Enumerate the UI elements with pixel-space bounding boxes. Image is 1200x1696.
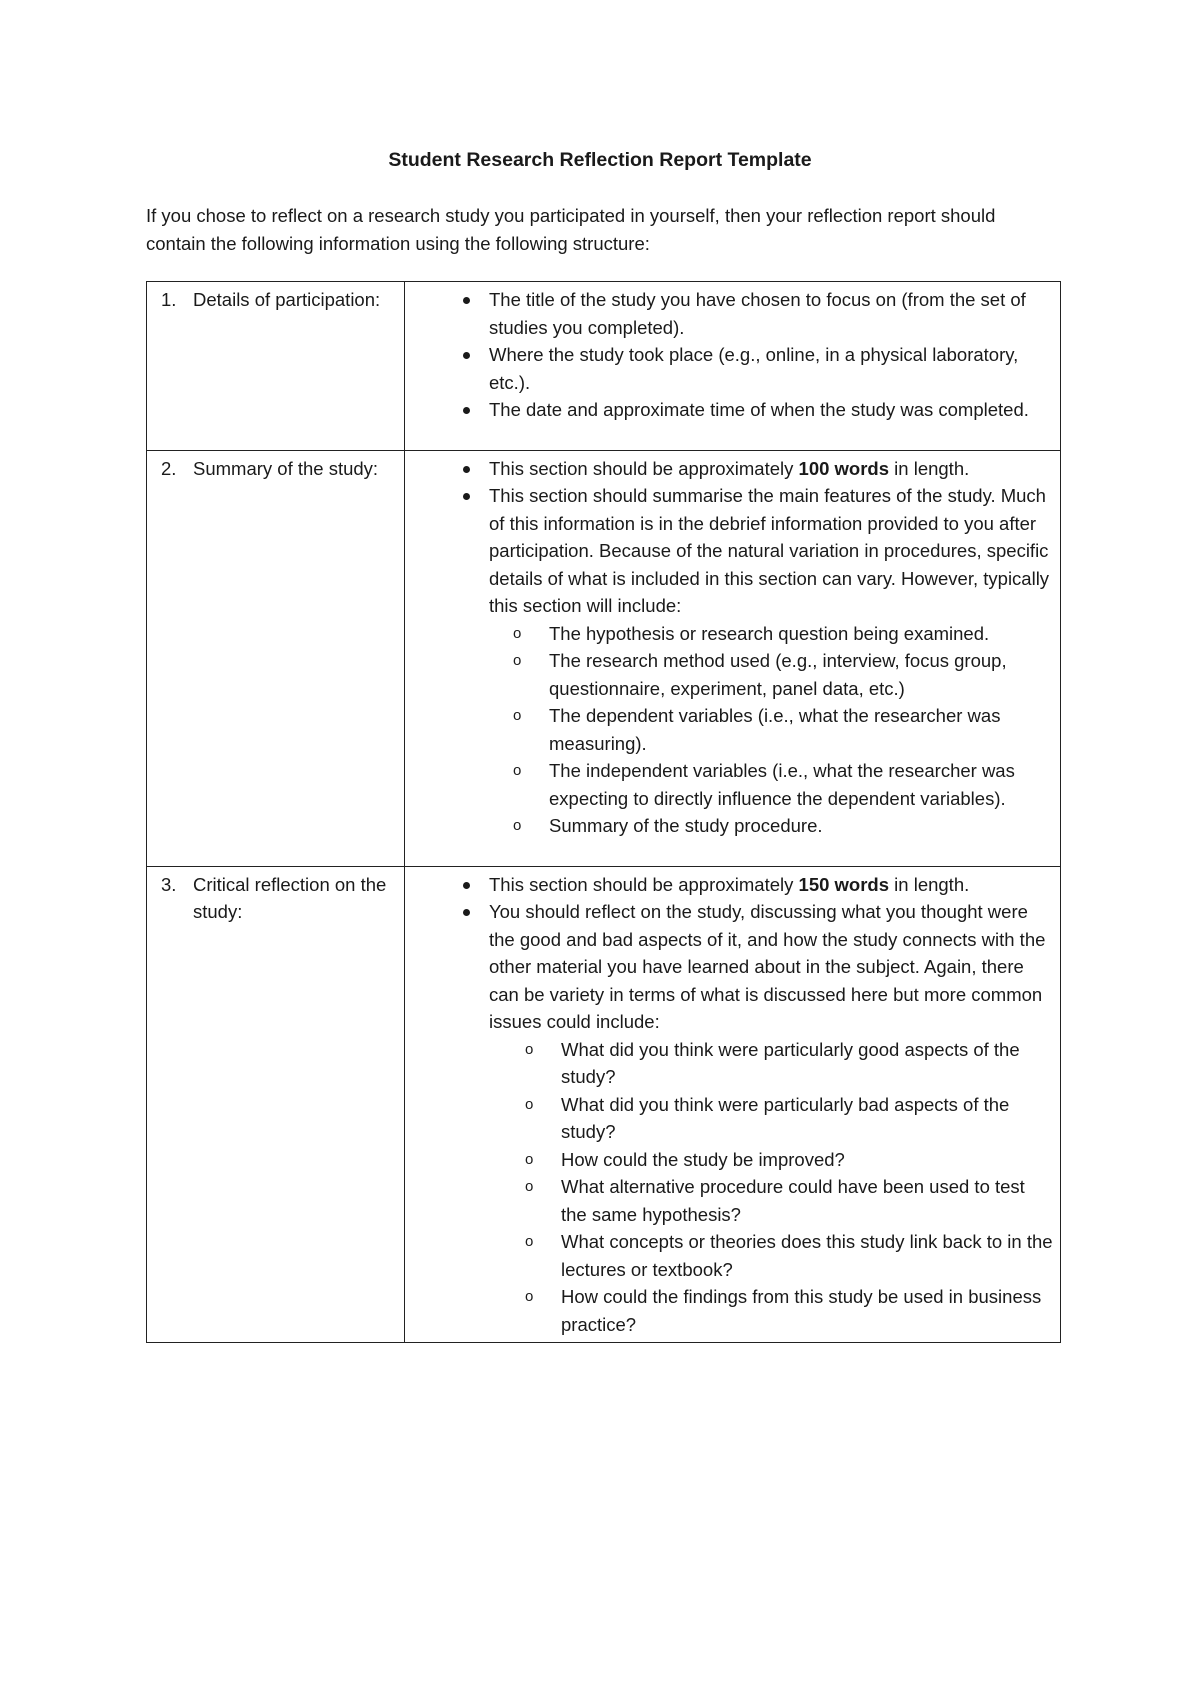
section-number: 2. — [161, 457, 177, 479]
sub-list-item: o What did you think were particularly bad aspects of the study? — [489, 1091, 1054, 1146]
list-item: You should reflect on the study, discussing what you thought were the good and bad aspects of it, and how the study connects with the other material you have learned about in the subject. Again, there can be variety in terms of what is discussed here but more common issues could include: o What did you think were particularly good aspects of the study? o What did you think were particularly bad aspects of the study? o How could the study be improved? o What alternative procedure could have been used to test the same hypothesis? o What concepts or theories does this study link back to in the lectures or textbook? o How could the findings from this study be used in business practice? — [411, 898, 1054, 1338]
section-label: Critical reflection on the study: — [193, 873, 387, 922]
sub-list-item: o The independent variables (i.e., what the researcher was expecting to directly influence the dependent variables). — [489, 757, 1054, 812]
bullet-icon — [463, 352, 470, 359]
bullet-icon — [463, 493, 470, 500]
sub-list-item: o The dependent variables (i.e., what the researcher was measuring). — [489, 702, 1054, 757]
list-item: This section should summarise the main features of the study. Much of this information is in the debrief information provided to you after participation. Because of the natural variation in procedures, specific details of what is included in this section can vary. However, typically this section will include: o The hypothesis or research question being examined. o The research method used (e.g., interview, focus group, questionnaire, experiment, panel data, etc.) o The dependent variables (i.e., what the researcher was measuring). o The independent variables (i.e., what the researcher was expecting to directly influence the dependent variables). o Summary of the study procedure. — [411, 482, 1054, 840]
section-number: 3. — [161, 873, 177, 895]
bullet-icon — [463, 407, 470, 414]
section-label: Summary of the study: — [193, 457, 379, 479]
bullet-icon — [463, 297, 470, 304]
sub-list-item: o The research method used (e.g., interview, focus group, questionnaire, experiment, panel data, etc.) — [489, 647, 1054, 702]
sub-list — [489, 620, 1054, 840]
sub-list-item: o How could the study be improved? — [489, 1146, 1054, 1174]
circle-bullet-icon: o — [525, 1150, 534, 1168]
list-item: Where the study took place (e.g., online, in a physical laboratory, etc.). — [411, 341, 1054, 396]
sub-list-item: o The hypothesis or research question being examined. — [489, 620, 1054, 648]
circle-bullet-icon: o — [525, 1288, 534, 1305]
sub-list-item: o What concepts or theories does this study link back to in the lectures or textbook? — [489, 1228, 1054, 1283]
sub-list-item: o What did you think were particularly good aspects of the study? — [489, 1036, 1054, 1091]
section-label-cell — [147, 450, 405, 866]
section-label-cell — [147, 282, 405, 451]
bullet-list — [411, 455, 1054, 840]
word-count: 100 words — [798, 457, 890, 479]
list-item: This section should be approximately 100 words in length. — [411, 455, 1054, 483]
circle-bullet-icon: o — [525, 1178, 534, 1195]
list-item: This section should be approximately 150 words in length. — [411, 871, 1054, 899]
sub-list — [489, 1036, 1054, 1339]
circle-bullet-icon: o — [525, 1233, 534, 1250]
circle-bullet-icon: o — [513, 624, 522, 642]
section-label-cell — [147, 866, 405, 1343]
list-item: The title of the study you have chosen to focus on (from the set of studies you completed). — [411, 286, 1054, 341]
circle-bullet-icon: o — [525, 1095, 534, 1113]
section-content-cell — [405, 450, 1061, 866]
word-count: 150 words — [798, 873, 890, 895]
list-item: The date and approximate time of when the study was completed. — [411, 396, 1054, 424]
sub-list-item: o How could the findings from this study be used in business practice? — [489, 1283, 1054, 1338]
bullet-icon — [463, 909, 470, 916]
circle-bullet-icon: o — [525, 1040, 534, 1058]
bullet-list — [411, 286, 1054, 424]
table-row — [147, 450, 1061, 866]
bullet-icon — [463, 466, 470, 473]
circle-bullet-icon: o — [513, 817, 522, 834]
section-content-cell — [405, 866, 1061, 1343]
circle-bullet-icon: o — [513, 707, 522, 724]
sub-list-item: o Summary of the study procedure. — [489, 812, 1054, 840]
circle-bullet-icon: o — [513, 652, 522, 669]
structure-table — [146, 281, 1061, 1343]
section-content-cell — [405, 282, 1061, 451]
bullet-list — [411, 871, 1054, 1339]
section-label: Details of participation: — [193, 289, 381, 310]
sub-list-item: o What alternative procedure could have been used to test the same hypothesis? — [489, 1173, 1054, 1228]
intro-paragraph: If you chose to reflect on a research study you participated in yourself, then your reflection report should contain the following information using the following structure: — [146, 205, 996, 254]
bullet-icon — [463, 882, 470, 889]
table-row — [147, 282, 1061, 451]
page-title: Student Research Reflection Report Template — [388, 149, 812, 171]
table-row — [147, 866, 1061, 1343]
section-number: 1. — [161, 289, 177, 310]
circle-bullet-icon: o — [513, 762, 522, 779]
